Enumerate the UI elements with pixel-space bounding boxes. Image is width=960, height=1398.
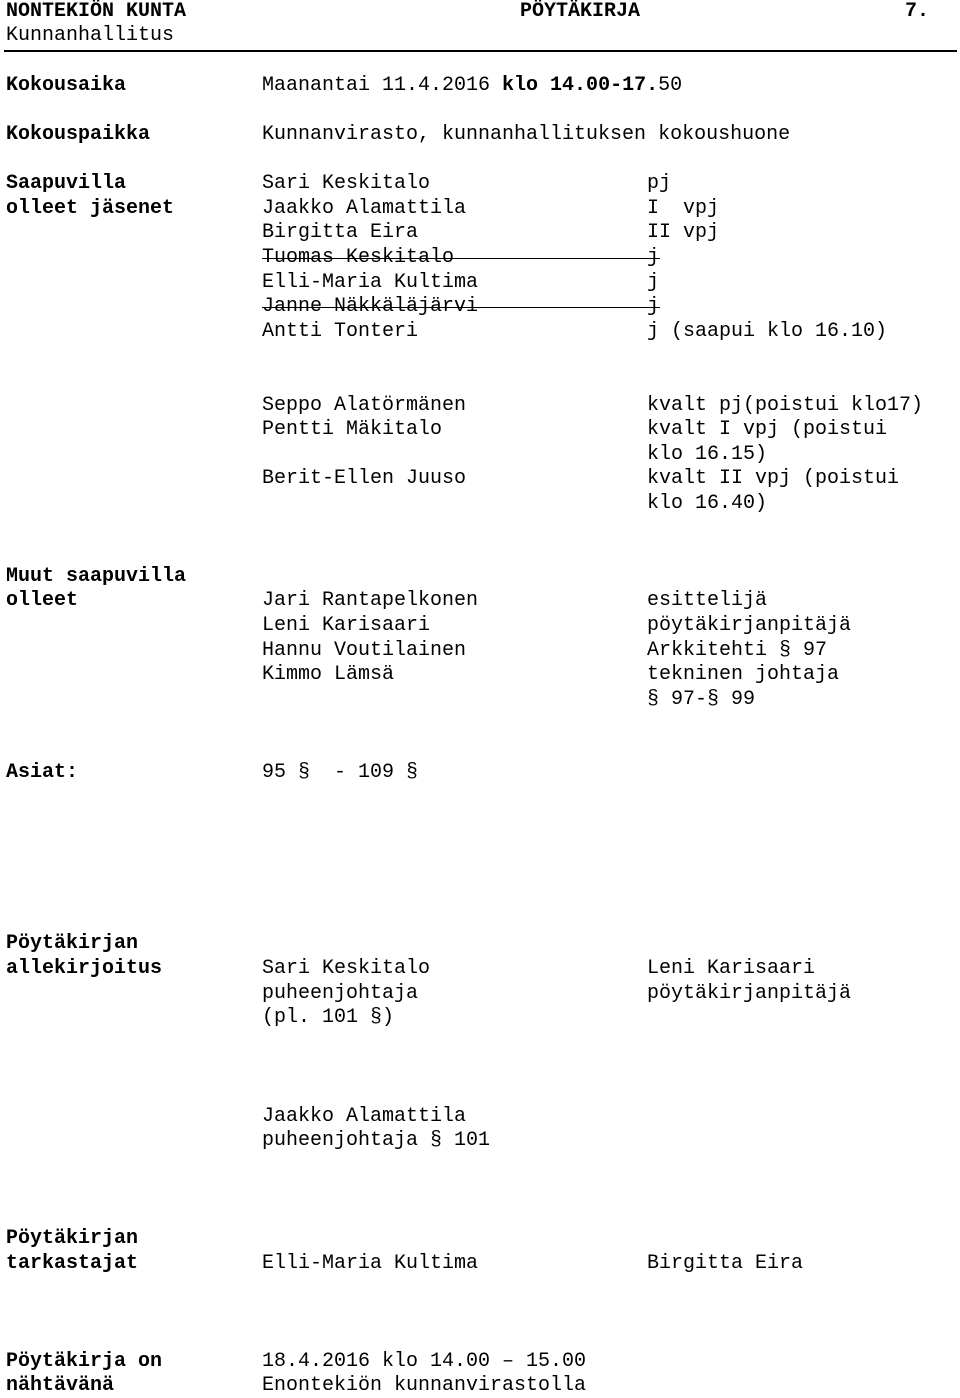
meeting-time-label: Kokousaika xyxy=(6,74,127,97)
inspectors-label-line2: tarkastajat xyxy=(6,1252,139,1275)
members-label-line2: olleet jäsenet xyxy=(6,197,175,220)
meeting-time-value: Maanantai 11.4.2016 klo 14.00-17.50 xyxy=(262,74,683,97)
deputy-role: kvalt pj(poistui klo17) xyxy=(647,394,924,417)
governing-body: Kunnanhallitus xyxy=(6,24,175,47)
member-name: Elli-Maria Kultima xyxy=(262,271,479,294)
member-role: j xyxy=(647,271,660,294)
availability-label-line1: Pöytäkirja on xyxy=(6,1350,163,1373)
organization-name: NONTEKIÖN KUNTA xyxy=(6,0,187,23)
member-name: Sari Keskitalo xyxy=(262,172,431,195)
signer-role: puheenjohtaja § 101 xyxy=(262,1129,491,1152)
others-label-line2: olleet xyxy=(6,589,79,612)
deputy-role: kvalt II vpj (poistui xyxy=(647,467,900,490)
member-role: pj xyxy=(647,172,672,195)
attendee-name: Leni Karisaari xyxy=(262,614,431,637)
signer-name: Leni Karisaari xyxy=(647,957,816,980)
availability-time: 18.4.2016 klo 14.00 – 15.00 xyxy=(262,1350,587,1373)
inspector-name: Elli-Maria Kultima xyxy=(262,1252,479,1275)
member-role-absent: j xyxy=(647,246,660,269)
document-type: PÖYTÄKIRJA xyxy=(520,0,641,23)
signer-name: Jaakko Alamattila xyxy=(262,1105,467,1128)
signer-name: Sari Keskitalo xyxy=(262,957,431,980)
absence-strike-line xyxy=(262,258,660,259)
matters-label: Asiat: xyxy=(6,761,79,784)
member-role: II vpj xyxy=(647,221,720,244)
signer-role: puheenjohtaja xyxy=(262,982,419,1005)
member-role-absent: j xyxy=(647,295,660,318)
deputy-name: Seppo Alatörmänen xyxy=(262,394,467,417)
signatures-label-line1: Pöytäkirjan xyxy=(6,932,139,955)
deputy-name: Berit-Ellen Juuso xyxy=(262,467,467,490)
matters-value: 95 § - 109 § xyxy=(262,761,419,784)
deputy-name: Pentti Mäkitalo xyxy=(262,418,443,441)
deputy-role: kvalt I vpj (poistui xyxy=(647,418,888,441)
attendee-name: Hannu Voutilainen xyxy=(262,639,467,662)
signer-note: (pl. 101 §) xyxy=(262,1006,395,1029)
availability-place: Enontekiön kunnanvirastolla xyxy=(262,1374,587,1397)
page-number: 7. xyxy=(905,0,930,23)
inspector-name: Birgitta Eira xyxy=(647,1252,804,1275)
meeting-place-label: Kokouspaikka xyxy=(6,123,151,146)
signer-role: pöytäkirjanpitäjä xyxy=(647,982,852,1005)
availability-label-line2: nähtävänä xyxy=(6,1374,115,1397)
signatures-label-line2: allekirjoitus xyxy=(6,957,163,980)
attendee-role: tekninen johtaja xyxy=(647,663,840,686)
inspectors-label-line1: Pöytäkirjan xyxy=(6,1227,139,1250)
member-role: j (saapui klo 16.10) xyxy=(647,320,888,343)
attendee-role: Arkkitehti § 97 xyxy=(647,639,828,662)
members-label-line1: Saapuvilla xyxy=(6,172,127,195)
member-name: Jaakko Alamattila xyxy=(262,197,467,220)
member-name-absent: Janne Näkkäläjärvi xyxy=(262,295,479,318)
meeting-place-value: Kunnanvirasto, kunnanhallituksen kokoushuone xyxy=(262,123,791,146)
member-name: Antti Tonteri xyxy=(262,320,419,343)
others-label-line1: Muut saapuvilla xyxy=(6,565,187,588)
deputy-role-cont: klo 16.15) xyxy=(647,443,768,466)
attendee-role-cont: § 97-§ 99 xyxy=(647,688,756,711)
attendee-name: Kimmo Lämsä xyxy=(262,663,395,686)
member-name-absent: Tuomas Keskitalo xyxy=(262,246,455,269)
attendee-name: Jari Rantapelkonen xyxy=(262,589,479,612)
header-divider xyxy=(4,50,957,52)
absence-strike-line xyxy=(262,307,660,308)
member-name: Birgitta Eira xyxy=(262,221,419,244)
attendee-role: esittelijä xyxy=(647,589,768,612)
attendee-role: pöytäkirjanpitäjä xyxy=(647,614,852,637)
deputy-role-cont: klo 16.40) xyxy=(647,492,768,515)
member-role: I vpj xyxy=(647,197,720,220)
